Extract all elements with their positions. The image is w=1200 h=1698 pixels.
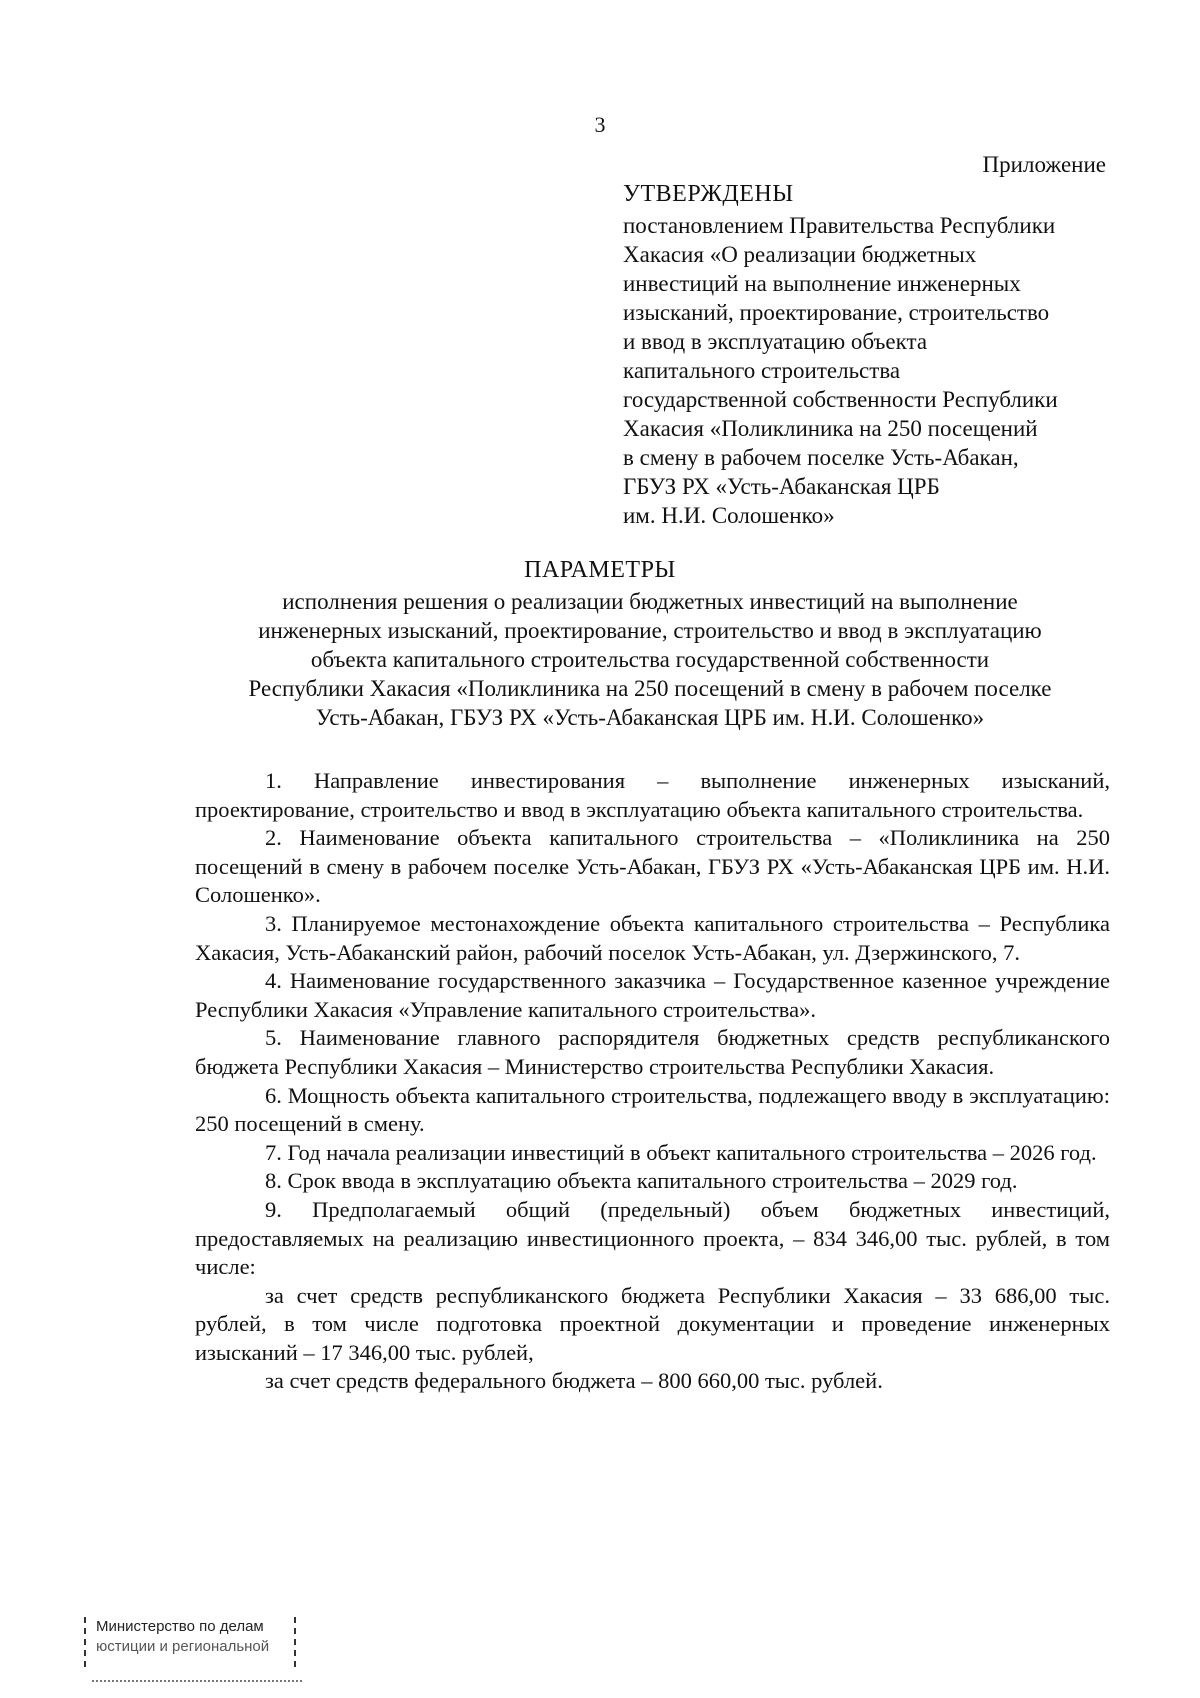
approval-line: постановлением Правительства Республики (623, 213, 1056, 238)
appendix-label: Приложение (982, 152, 1106, 177)
approval-line: им. Н.И. Солошенко» (623, 503, 835, 528)
approval-line: капитального строительства (623, 358, 901, 383)
params-subtitle-line: Усть-Абакан, ГБУЗ РХ «Усть-Абаканская ЦРБ им. Н.И. Солошенко» (315, 705, 985, 730)
ministry-stamp (84, 1617, 296, 1667)
parameter-item-7: 7. Год начала реализации инвестиций в объект капитального строительства – 2026 год. (265, 1139, 1097, 1165)
parameter-item-8: 8. Срок ввода в эксплуатацию объекта капитального строительства – 2029 год. (265, 1168, 1018, 1194)
approval-line: государственной собственности Республики (623, 387, 1058, 412)
stamp-line: Министерство по делам (96, 1618, 264, 1635)
parameter-item-9: 9. Предполагаемый общий (предельный) объем бюджетных инвестиций, предоставляемых на реализацию инвестиционного проекта, – 834 346,00 тыс. рублей, в том числе: (195, 1196, 1110, 1280)
approval-line: в смену в рабочем поселке Усть-Абакан, (623, 445, 1019, 470)
approval-line: инвестиций на выполнение инженерных (623, 271, 1021, 296)
parameters-list (195, 767, 1110, 1396)
funding-federal: за счет средств федерального бюджета – 800 660,00 тыс. рублей. (265, 1368, 883, 1394)
stamp-line: юстиции и региональной (96, 1638, 270, 1655)
params-subtitle (190, 587, 1110, 732)
params-subtitle-line: инженерных изысканий, проектирование, строительство и ввод в эксплуатацию (258, 618, 1042, 643)
parameter-item-1: 1. Направление инвестирования – выполнение инженерных изысканий, проектирование, строительство и ввод в эксплуатацию объекта капитального строительства. (195, 768, 1110, 822)
approval-block (623, 180, 1123, 530)
params-subtitle-line: Республики Хакасия «Поликлиника на 250 посещений в смену в рабочем поселке (248, 676, 1052, 701)
approval-line: и ввод в эксплуатацию объекта (623, 329, 928, 354)
parameter-item-3: 3. Планируемое местонахождение объекта капитального строительства – Республика Хакасия, Усть-Абаканский район, рабочий поселок Усть-Абакан, ул. Дзержинского, 7. (195, 910, 1110, 965)
parameter-item-5: 5. Наименование главного распорядителя бюджетных средств республиканского бюджета Республики Хакасия – Министерство строительства Республики Хакасия. (195, 1025, 1110, 1079)
page-number: 3 (594, 112, 606, 137)
params-subtitle-line: исполнения решения о реализации бюджетных инвестиций на выполнение (282, 589, 1018, 614)
stamp-underline (92, 1680, 302, 1682)
params-subtitle-line: объекта капитального строительства государственной собственности (310, 647, 990, 672)
parameter-item-6: 6. Мощность объекта капитального строительства, подлежащего вводу в эксплуатацию: 250 посещений в смену. (195, 1082, 1110, 1137)
parameter-item-4: 4. Наименование государственного заказчика – Государственное казенное учреждение Республики Хакасия «Управление капитального строительства». (195, 968, 1110, 1022)
approval-line: изысканий, проектирование, строительство (623, 300, 1050, 325)
approval-line: ГБУЗ РХ «Усть-Абаканская ЦРБ (623, 474, 940, 499)
approval-line: Хакасия «О реализации бюджетных (623, 242, 977, 267)
funding-regional: за счет средств республиканского бюджета Республики Хакасия – 33 686,00 тыс. рублей, в том числе подготовка проектной документации и проведение инженерных изысканий – 17 346,00 тыс. рублей, (195, 1282, 1110, 1365)
approval-line: Хакасия «Поликлиника на 250 посещений (623, 416, 1038, 441)
params-title: ПАРАМЕТРЫ (524, 557, 676, 583)
parameter-item-2: 2. Наименование объекта капитального строительства – «Поликлиника на 250 посещений в смену в рабочем поселке Усть-Абакан, ГБУЗ РХ «Усть-Абаканская ЦРБ им. Н.И. Солошенко». (195, 825, 1110, 908)
approval-title: УТВЕРЖДЕНЫ (623, 181, 794, 207)
